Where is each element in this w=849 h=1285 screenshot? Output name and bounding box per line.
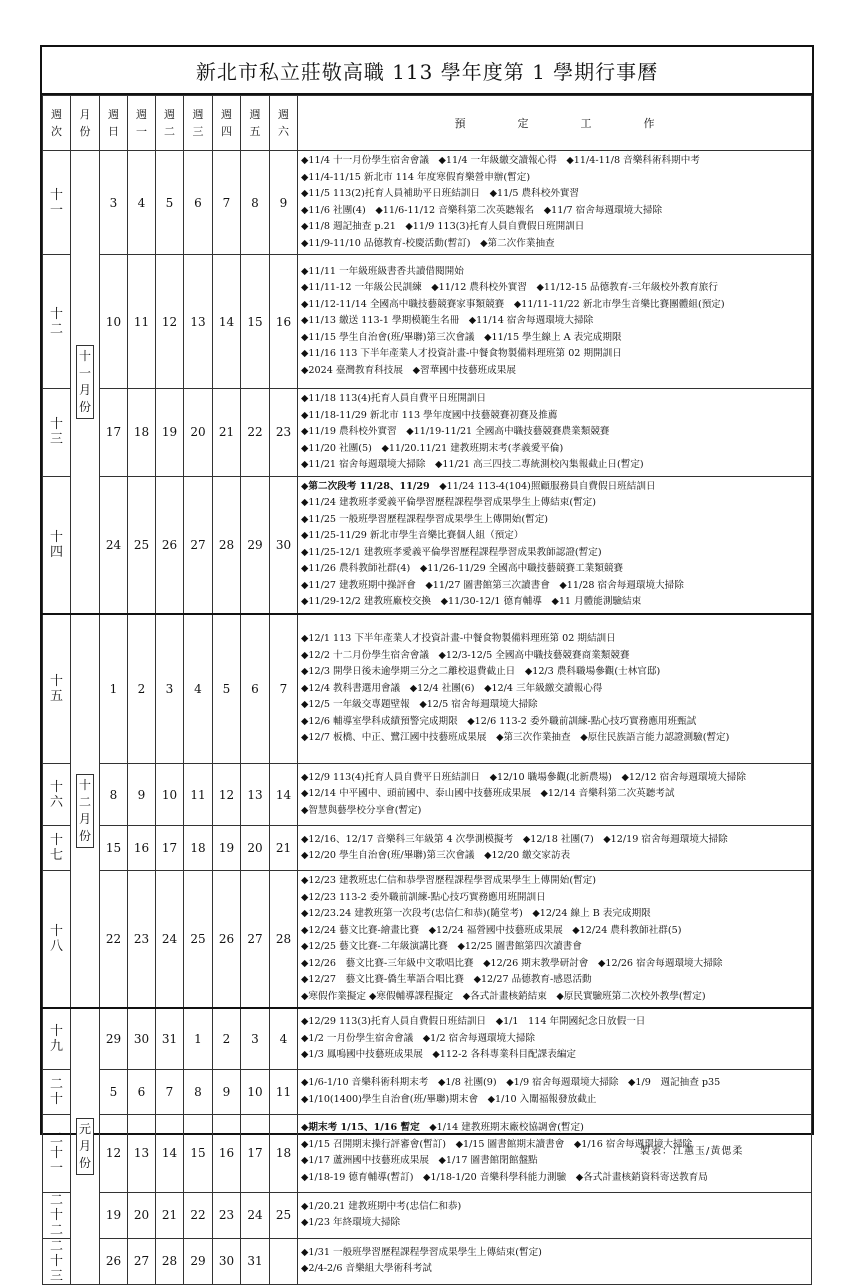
event-item: ◆11/8 週記抽查 p.21 ◆11/9 113(3)托育人員自費假日班開訓日 [301, 221, 585, 232]
week-row [43, 871, 812, 1009]
event-item: ◆11/27 建教班期中操評會 ◆11/27 圖書館第三次讀書會 ◆11/28 宿舍每週環境大掃除 [301, 579, 684, 591]
week-number: 十 一 [43, 151, 71, 255]
day-sat: 11 [270, 1069, 298, 1114]
event-item: ◆12/16、12/17 音樂科三年級第 4 次學測模擬考 ◆12/18 社團(7) ◆12/19 宿舍每週環境大掃除 [301, 833, 728, 845]
event-item: ◆12/6 輔導室學科成績預警完成期限 ◆12/6 113-2 委外職前訓練-點心技巧實務應用班甄試 [301, 715, 697, 727]
event-item: ◆寒假作業擬定 ◆寒假輔導課程擬定 ◆各式計畫核銷結束 ◆原民實驗班第二次校外教學(暫定) [301, 990, 706, 1002]
day-sun: 22 [100, 871, 128, 1009]
week-number: 十 六 [43, 764, 71, 826]
day-sat [270, 1238, 298, 1284]
day-tue: 17 [156, 826, 184, 871]
event-item: ◆12/7 板橋、中正、鷺江國中技藝班成果展 ◆第三次作業抽查 ◆原住民族語言能力認證測驗(暫定) [301, 732, 730, 743]
event-text: ◆1/14 建教班期末廠校協調會(暫定) [419, 1122, 584, 1133]
day-wed: 25 [184, 871, 213, 1009]
day-sat: 21 [270, 826, 298, 871]
day-sun: 8 [100, 764, 128, 826]
header-day-tue: 週二 [156, 96, 184, 151]
event-item: ◆11/11-12 一年級公民訓練 ◆11/12 農科校外實習 ◆11/12-15 品德教育-三年級校外教育旅行 [301, 282, 718, 294]
event-list [298, 614, 812, 764]
day-thu: 7 [213, 151, 241, 255]
header-week: 週次 [43, 96, 71, 151]
event-text: ◆11/24 113-4(104)照顧服務員自費假日班結訓日 [429, 480, 656, 492]
month-nov [71, 151, 100, 614]
event-list [298, 1192, 812, 1238]
event-item: ◆11/6 社團(4) ◆11/6-11/12 音樂科第二次英聽報名 ◆11/7 宿舍每週環境大掃除 [301, 204, 663, 216]
event-list [298, 871, 812, 1009]
day-fri: 20 [241, 826, 270, 871]
day-fri: 3 [241, 1008, 270, 1069]
day-tue: 24 [156, 871, 184, 1009]
day-fri: 31 [241, 1238, 270, 1284]
week-number: 十 九 [43, 1008, 71, 1069]
event-item: ◆12/25 藝文比賽-二年級演講比賽 ◆12/25 圖書館第四次讀書會 [301, 941, 582, 952]
day-wed: 6 [184, 151, 213, 255]
header-month: 月份 [71, 96, 100, 151]
day-mon: 4 [128, 151, 156, 255]
event-item: ◆智慧與藝學校分享會(暫定) [301, 804, 422, 816]
event-item: ◆1/6-1/10 音樂科術科期末考 ◆1/8 社團(9) ◆1/9 宿舍每週環境大掃除 ◆1/9 週記抽查 p35 [301, 1077, 721, 1088]
header-day-fri: 週五 [241, 96, 270, 151]
event-item: ◆11/19 農科校外實習 ◆11/19-11/21 全國高中職技藝競賽農業類競賽 [301, 426, 610, 437]
week-row [43, 826, 812, 871]
header-day-wed: 週三 [184, 96, 213, 151]
event-list [298, 1238, 812, 1284]
event-item: ◆11/20 社團(5) ◆11/20.11/21 建教班期末考(孝義愛平倫) [301, 442, 564, 454]
day-mon: 11 [128, 255, 156, 389]
event-item: ◆11/18-11/29 新北市 113 學年度國中技藝競賽初賽及推薦 [301, 409, 558, 421]
day-thu: 9 [213, 1069, 241, 1114]
event-item: ◆12/27 藝文比賽-僑生華語合唱比賽 ◆12/27 品德教育-感恩活動 [301, 974, 592, 985]
day-mon: 20 [128, 1192, 156, 1238]
event-item: ◆1/23 年終環境大掃除 [301, 1217, 401, 1228]
week-number: 十 八 [43, 871, 71, 1009]
event-item: ◆1/15 召開期末操行評審會(暫訂) ◆1/15 圖書館期末讀書會 ◆1/16 宿舍每週環境大掃除 [301, 1138, 693, 1150]
event-item: ◆11/25-12/1 建教班孝愛義平倫學習歷程課程學習成果教師認證(暫定) [301, 546, 602, 558]
day-fri: 10 [241, 1069, 270, 1114]
day-sat: 28 [270, 871, 298, 1009]
day-tue: 12 [156, 255, 184, 389]
event-item: ◆1/20.21 建教班期中考(忠信仁和恭) [301, 1200, 462, 1212]
month-dec [71, 614, 100, 1009]
week-row [43, 614, 812, 764]
week-number: 十 二 [43, 255, 71, 389]
day-thu: 14 [213, 255, 241, 389]
event-item: ◆12/4 教科書選用會議 ◆12/4 社團(6) ◆12/4 三年級繳交讀報心得 [301, 682, 603, 694]
event-item: ◆12/20 學生自治會(班/畢聯)第三次會議 ◆12/20 繳交家訪表 [301, 850, 571, 861]
week-number: 二 十 一 [43, 1114, 71, 1192]
calendar-table [42, 95, 812, 1285]
week-number: 二 十 三 [43, 1238, 71, 1284]
event-list [298, 764, 812, 826]
week-row [43, 764, 812, 826]
header-day-thu: 週四 [213, 96, 241, 151]
event-item: ◆12/23 建教班忠仁信和恭學習歷程課程學習成果學生上傳開始(暫定) [301, 875, 596, 886]
day-sat: 25 [270, 1192, 298, 1238]
event-highlight: ◆第二次段考 11/28、11/29 [301, 480, 430, 492]
day-fri: 6 [241, 614, 270, 764]
day-wed: 13 [184, 255, 213, 389]
day-fri: 8 [241, 151, 270, 255]
day-wed: 18 [184, 826, 213, 871]
day-tue: 3 [156, 614, 184, 764]
day-sun: 24 [100, 476, 128, 614]
event-list [298, 1008, 812, 1069]
day-mon: 25 [128, 476, 156, 614]
event-item: ◆12/26 藝文比賽-三年級中文歌唱比賽 ◆12/26 期末教學研討會 ◆12/26 宿舍每週環境大掃除 [301, 957, 723, 969]
day-thu: 28 [213, 476, 241, 614]
day-mon: 27 [128, 1238, 156, 1284]
day-mon: 18 [128, 389, 156, 477]
page-title: 新北市私立莊敬高職 113 學年度第 1 學期行事曆 [42, 47, 812, 95]
event-list [298, 255, 812, 389]
calendar-body [43, 151, 812, 1285]
week-row [43, 1238, 812, 1284]
header-day-sat: 週六 [270, 96, 298, 151]
day-tue: 28 [156, 1238, 184, 1284]
week-number: 二 十 [43, 1069, 71, 1114]
day-tue: 5 [156, 151, 184, 255]
day-wed: 22 [184, 1192, 213, 1238]
event-item: ◆11/12-11/14 全國高中職技藝競賽家事類競賽 ◆11/11-11/22 新北市學生音樂比賽團體組(預定) [301, 298, 725, 310]
event-list [298, 826, 812, 871]
day-fri: 15 [241, 255, 270, 389]
day-sat: 4 [270, 1008, 298, 1069]
event-item: ◆2024 臺灣教育科技展 ◆習華國中技藝班成果展 [301, 364, 516, 376]
event-item: ◆12/5 一年級交專題壁報 ◆12/5 宿舍每週環境大掃除 [301, 699, 538, 710]
event-item: ◆11/11 一年級班級書香共讀借閱開始 [301, 265, 464, 277]
day-fri: 22 [241, 389, 270, 477]
event-item: ◆1/18-19 德育輔導(暫訂) ◆1/18-1/20 音樂科學科能力測驗 ◆各式計畫核銷資料寄送教育局 [301, 1171, 708, 1183]
day-wed: 15 [184, 1114, 213, 1192]
event-item: ◆11/21 宿舍每週環境大掃除 ◆11/21 高三四技二專統測校內集報截止日(暫定) [301, 459, 644, 470]
day-mon: 2 [128, 614, 156, 764]
event-item: ◆1/10(1400)學生自治會(班/畢聯)期末會 ◆1/10 入闈福報發放截止 [301, 1093, 597, 1105]
event-item: ◆11/13 繳送 113-1 學期模範生名冊 ◆11/14 宿舍每週環境大掃除 [301, 315, 594, 327]
event-item: ◆11/15 學生自治會(班/畢聯)第三次會議 ◆11/15 學生線上 A 表完成期限 [301, 331, 622, 343]
day-sat: 9 [270, 151, 298, 255]
day-thu: 19 [213, 826, 241, 871]
day-sun: 17 [100, 389, 128, 477]
day-wed: 1 [184, 1008, 213, 1069]
event-item: ◆2/4-2/6 音樂組大學術科考試 [301, 1263, 432, 1274]
day-wed: 20 [184, 389, 213, 477]
week-row [43, 255, 812, 389]
day-wed: 27 [184, 476, 213, 614]
event-item: ◆11/9-11/10 品德教育-校慶活動(暫訂) ◆第二次作業抽查 [301, 237, 555, 249]
day-wed: 4 [184, 614, 213, 764]
day-sat: 18 [270, 1114, 298, 1192]
day-fri: 24 [241, 1192, 270, 1238]
event-list [298, 151, 812, 255]
day-fri: 29 [241, 476, 270, 614]
event-item: ◆12/3 開學日後未逾學期三分之二離校退費截止日 ◆12/3 農科職場參觀(士林官邸) [301, 666, 661, 677]
event-item: ◆12/29 113(3)托育人員自費假日班結訓日 ◆1/1 114 年開國紀念日放假一日 [301, 1016, 646, 1027]
event-item: ◆11/18 113(4)托育人員自費平日班開訓日 [301, 393, 487, 404]
day-thu: 21 [213, 389, 241, 477]
day-mon: 13 [128, 1114, 156, 1192]
day-sun: 5 [100, 1069, 128, 1114]
week-row [43, 389, 812, 477]
event-highlight: ◆期末考 1/15、1/16 暫定 [301, 1122, 420, 1133]
event-item: ◆12/23.24 建教班第一次段考(忠信仁和恭)(隨堂考) ◆12/24 線上 B 表完成期限 [301, 908, 651, 919]
day-sun: 29 [100, 1008, 128, 1069]
maker-credit: 製表：江蕙玉/黃偲柔 [640, 1146, 744, 1157]
day-fri: 27 [241, 871, 270, 1009]
event-item: ◆1/3 鳳鳴國中技藝班成果展 ◆112-2 各科專業科目配課表編定 [301, 1049, 577, 1060]
day-sat: 23 [270, 389, 298, 477]
day-tue: 31 [156, 1008, 184, 1069]
day-mon: 23 [128, 871, 156, 1009]
day-thu: 12 [213, 764, 241, 826]
event-item: ◆12/14 中平國中、頭前國中、泰山國中技藝班成果展 ◆12/14 音樂科第二次英聽考試 [301, 788, 675, 800]
day-thu: 23 [213, 1192, 241, 1238]
day-thu: 16 [213, 1114, 241, 1192]
week-number: 十 四 [43, 476, 71, 614]
event-item: ◆11/4-11/15 新北市 114 年度寒假育樂營申辦(暫定) [301, 171, 531, 183]
day-sat: 14 [270, 764, 298, 826]
week-row [43, 1192, 812, 1238]
event-item [301, 479, 811, 496]
day-sun: 15 [100, 826, 128, 871]
day-sun: 19 [100, 1192, 128, 1238]
event-list [298, 476, 812, 614]
event-item: ◆11/25 一般班學習歷程課程學習成果學生上傳開始(暫定) [301, 513, 549, 525]
event-list [298, 1069, 812, 1114]
day-mon: 6 [128, 1069, 156, 1114]
day-tue: 21 [156, 1192, 184, 1238]
day-sun: 26 [100, 1238, 128, 1284]
day-fri: 13 [241, 764, 270, 826]
week-row [43, 151, 812, 255]
day-tue: 19 [156, 389, 184, 477]
week-number: 十 七 [43, 826, 71, 871]
day-wed: 11 [184, 764, 213, 826]
event-item: ◆12/1 113 下半年產業人才投資計畫-中餐食物製備料理班第 02 期結訓日 [301, 633, 616, 644]
header-row [43, 96, 812, 151]
event-item: ◆1/17 蘆洲國中技藝班成果展 ◆1/17 圖書館閉館盤點 [301, 1155, 538, 1166]
day-tue: 7 [156, 1069, 184, 1114]
event-item: ◆11/24 建教班孝愛義平倫學習歷程課程學習成果學生上傳結束(暫定) [301, 497, 596, 508]
day-tue: 14 [156, 1114, 184, 1192]
day-wed: 8 [184, 1069, 213, 1114]
day-sun: 3 [100, 151, 128, 255]
day-thu: 2 [213, 1008, 241, 1069]
week-number: 十 三 [43, 389, 71, 477]
day-tue: 26 [156, 476, 184, 614]
header-day-sun: 週日 [100, 96, 128, 151]
event-list [298, 389, 812, 477]
event-item: ◆1/2 一月份學生宿舍會議 ◆1/2 宿舍每週環境大掃除 [301, 1032, 536, 1044]
day-mon: 9 [128, 764, 156, 826]
event-item [301, 1120, 811, 1137]
event-item: ◆11/4 十一月份學生宿舍會議 ◆11/4 一年級繳交讀報心得 ◆11/4-11/8 音樂科術科期中考 [301, 155, 700, 166]
event-item: ◆11/16 113 下半年產業人才投資計畫-中餐食物製備料理班第 02 期開訓日 [301, 348, 622, 360]
day-thu: 30 [213, 1238, 241, 1284]
event-item: ◆1/31 一般班學習歷程課程學習成果學生上傳結束(暫定) [301, 1246, 542, 1258]
week-number: 十 五 [43, 614, 71, 764]
week-row [43, 1008, 812, 1069]
day-mon: 30 [128, 1008, 156, 1069]
day-thu: 26 [213, 871, 241, 1009]
event-item: ◆12/23 113-2 委外職前訓練-點心技巧實務應用班開訓日 [301, 891, 546, 903]
day-tue: 10 [156, 764, 184, 826]
event-item: ◆12/9 113(4)托育人員自費平日班結訓日 ◆12/10 職場參觀(北新農場) ◆12/12 宿舍每週環境大掃除 [301, 771, 746, 783]
day-sat: 16 [270, 255, 298, 389]
day-wed: 29 [184, 1238, 213, 1284]
day-sun: 1 [100, 614, 128, 764]
month-label: 十 一 月 份 [76, 345, 94, 419]
day-sun: 10 [100, 255, 128, 389]
event-item: ◆11/25-11/29 新北市學生音樂比賽個人組（預定） [301, 530, 524, 541]
event-item: ◆11/29-12/2 建教班廠校交換 ◆11/30-12/1 德育輔導 ◆11 月體能測驗結束 [301, 596, 642, 607]
month-label: 十 二 月 份 [76, 774, 94, 848]
day-fri: 17 [241, 1114, 270, 1192]
month-jan [71, 1008, 100, 1284]
week-row [43, 476, 812, 614]
week-row [43, 1069, 812, 1114]
header-plan: 預定工作 [298, 96, 812, 151]
day-mon: 16 [128, 826, 156, 871]
header-day-mon: 週一 [128, 96, 156, 151]
week-number: 二 十 二 [43, 1192, 71, 1238]
event-item: ◆11/26 農科教師社群(4) ◆11/26-11/29 全國高中職技藝競賽工業類競賽 [301, 563, 624, 574]
day-sun: 12 [100, 1114, 128, 1192]
day-sat: 7 [270, 614, 298, 764]
event-item: ◆11/5 113(2)托育人員補助平日班結訓日 ◆11/5 農科校外實習 [301, 188, 580, 199]
event-item: ◆12/2 十二月份學生宿舍會議 ◆12/3-12/5 全國高中職技藝競賽商業類競賽 [301, 649, 630, 661]
day-thu: 5 [213, 614, 241, 764]
day-sat: 30 [270, 476, 298, 614]
month-label: 元 月 份 [76, 1118, 94, 1175]
event-item: ◆12/24 藝文比賽-繪畫比賽 ◆12/24 福營國中技藝班成果展 ◆12/24 農科教師社群(5) [301, 924, 682, 936]
